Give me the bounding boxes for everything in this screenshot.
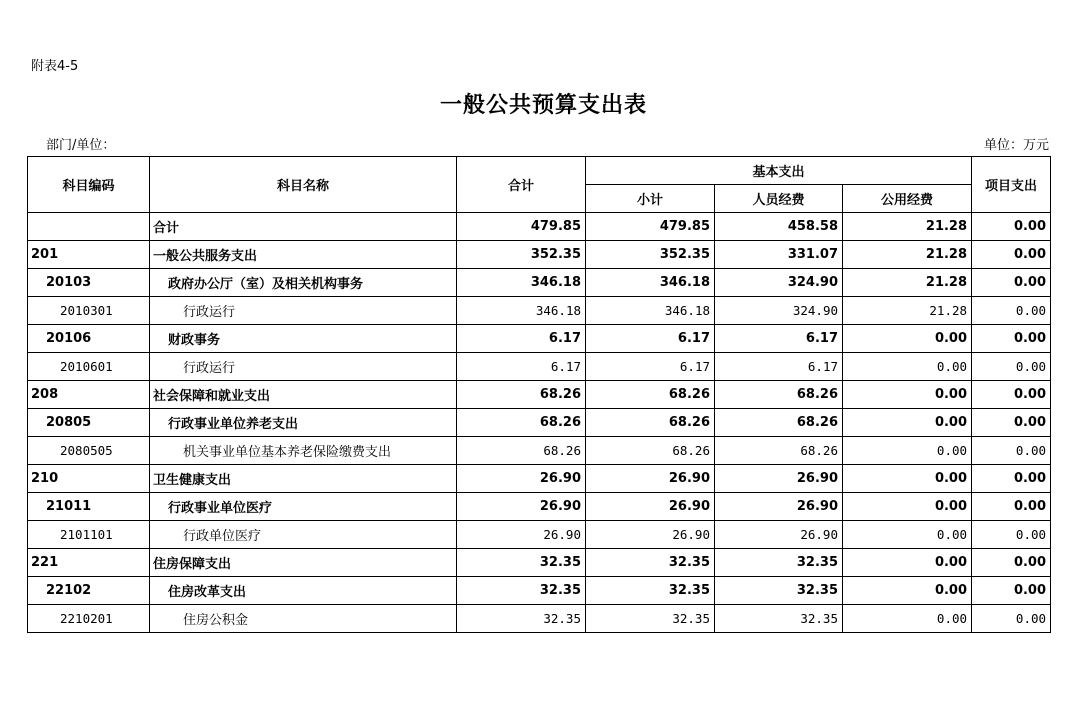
cell-project: 0.00 [972,605,1051,633]
cell-personnel: 26.90 [715,521,843,549]
cell-total: 26.90 [457,521,586,549]
cell-public: 0.00 [843,521,972,549]
page-title: 一般公共预算支出表 [439,92,647,118]
cell-name: 行政事业单位养老支出 [150,409,457,437]
cell-public: 0.00 [843,549,972,577]
table-row [28,549,1051,577]
cell-public: 0.00 [843,381,972,409]
cell-personnel: 458.58 [715,213,843,241]
cell-total: 68.26 [457,381,586,409]
cell-code: 210 [28,465,150,493]
header-subtotal: 小计 [586,185,715,213]
cell-project: 0.00 [972,269,1051,297]
cell-subtotal: 6.17 [586,325,715,353]
cell-name: 行政运行 [150,297,457,325]
cell-personnel: 32.35 [715,549,843,577]
table-row [28,577,1051,605]
cell-public: 21.28 [843,213,972,241]
cell-project: 0.00 [972,353,1051,381]
cell-subtotal: 32.35 [586,605,715,633]
table-row [28,241,1051,269]
cell-code: 221 [28,549,150,577]
table-row [28,297,1051,325]
cell-total: 6.17 [457,353,586,381]
cell-personnel: 26.90 [715,465,843,493]
cell-personnel: 26.90 [715,493,843,521]
cell-personnel: 68.26 [715,381,843,409]
cell-total: 346.18 [457,269,586,297]
cell-code [28,213,150,241]
cell-total: 352.35 [457,241,586,269]
table-body [28,213,1051,633]
cell-total: 6.17 [457,325,586,353]
table-row [28,465,1051,493]
cell-subtotal: 68.26 [586,381,715,409]
cell-code: 201 [28,241,150,269]
cell-name: 机关事业单位基本养老保险缴费支出 [150,437,457,465]
cell-code: 2080505 [28,437,150,465]
cell-project: 0.00 [972,297,1051,325]
cell-subtotal: 32.35 [586,577,715,605]
cell-public: 0.00 [843,493,972,521]
cell-name: 政府办公厅（室）及相关机构事务 [150,269,457,297]
cell-project: 0.00 [972,577,1051,605]
cell-project: 0.00 [972,325,1051,353]
cell-public: 21.28 [843,241,972,269]
cell-code: 20106 [28,325,150,353]
department-label: 部门/单位： [46,138,116,153]
cell-code: 2101101 [28,521,150,549]
cell-subtotal: 26.90 [586,493,715,521]
cell-project: 0.00 [972,549,1051,577]
cell-personnel: 324.90 [715,269,843,297]
table-row [28,521,1051,549]
cell-subtotal: 479.85 [586,213,715,241]
cell-total: 479.85 [457,213,586,241]
cell-personnel: 6.17 [715,353,843,381]
cell-project: 0.00 [972,521,1051,549]
cell-code: 2010301 [28,297,150,325]
cell-subtotal: 6.17 [586,353,715,381]
header-personnel: 人员经费 [715,185,843,213]
cell-name: 行政运行 [150,353,457,381]
cell-total: 346.18 [457,297,586,325]
cell-code: 21011 [28,493,150,521]
header-code: 科目编码 [28,157,150,213]
table-row [28,437,1051,465]
cell-total: 68.26 [457,409,586,437]
cell-public: 0.00 [843,409,972,437]
header-public: 公用经费 [843,185,972,213]
appendix-label: 附表4-5 [31,59,79,74]
table-row [28,213,1051,241]
cell-subtotal: 346.18 [586,297,715,325]
cell-name: 行政事业单位医疗 [150,493,457,521]
cell-subtotal: 26.90 [586,465,715,493]
cell-public: 21.28 [843,297,972,325]
cell-project: 0.00 [972,437,1051,465]
header-project: 项目支出 [972,157,1051,213]
budget-table [27,156,1051,633]
cell-code: 2010601 [28,353,150,381]
cell-personnel: 32.35 [715,577,843,605]
cell-subtotal: 32.35 [586,549,715,577]
cell-name: 住房公积金 [150,605,457,633]
cell-public: 0.00 [843,605,972,633]
table-row [28,493,1051,521]
cell-public: 0.00 [843,325,972,353]
cell-name: 住房保障支出 [150,549,457,577]
cell-public: 21.28 [843,269,972,297]
cell-total: 26.90 [457,493,586,521]
cell-personnel: 68.26 [715,437,843,465]
cell-name: 卫生健康支出 [150,465,457,493]
cell-subtotal: 346.18 [586,269,715,297]
cell-personnel: 32.35 [715,605,843,633]
cell-personnel: 324.90 [715,297,843,325]
cell-subtotal: 68.26 [586,409,715,437]
cell-code: 208 [28,381,150,409]
header-name: 科目名称 [150,157,457,213]
cell-public: 0.00 [843,465,972,493]
cell-project: 0.00 [972,241,1051,269]
cell-code: 22102 [28,577,150,605]
table-row [28,381,1051,409]
cell-subtotal: 26.90 [586,521,715,549]
cell-personnel: 331.07 [715,241,843,269]
cell-project: 0.00 [972,465,1051,493]
cell-name: 一般公共服务支出 [150,241,457,269]
cell-code: 2210201 [28,605,150,633]
cell-total: 26.90 [457,465,586,493]
table-row [28,353,1051,381]
header-basic: 基本支出 [586,157,972,185]
cell-name: 财政事务 [150,325,457,353]
cell-name: 住房改革支出 [150,577,457,605]
cell-project: 0.00 [972,213,1051,241]
cell-project: 0.00 [972,493,1051,521]
cell-public: 0.00 [843,353,972,381]
table-row [28,409,1051,437]
cell-name: 合计 [150,213,457,241]
table-row [28,605,1051,633]
cell-project: 0.00 [972,381,1051,409]
cell-code: 20805 [28,409,150,437]
unit-label: 单位：万元 [983,138,1049,153]
cell-total: 68.26 [457,437,586,465]
cell-name: 行政单位医疗 [150,521,457,549]
cell-public: 0.00 [843,577,972,605]
cell-subtotal: 68.26 [586,437,715,465]
cell-personnel: 6.17 [715,325,843,353]
cell-total: 32.35 [457,605,586,633]
table-row [28,325,1051,353]
header-total: 合计 [457,157,586,213]
cell-subtotal: 352.35 [586,241,715,269]
cell-code: 20103 [28,269,150,297]
cell-name: 社会保障和就业支出 [150,381,457,409]
table-row [28,269,1051,297]
cell-personnel: 68.26 [715,409,843,437]
cell-total: 32.35 [457,577,586,605]
cell-public: 0.00 [843,437,972,465]
cell-project: 0.00 [972,409,1051,437]
cell-total: 32.35 [457,549,586,577]
